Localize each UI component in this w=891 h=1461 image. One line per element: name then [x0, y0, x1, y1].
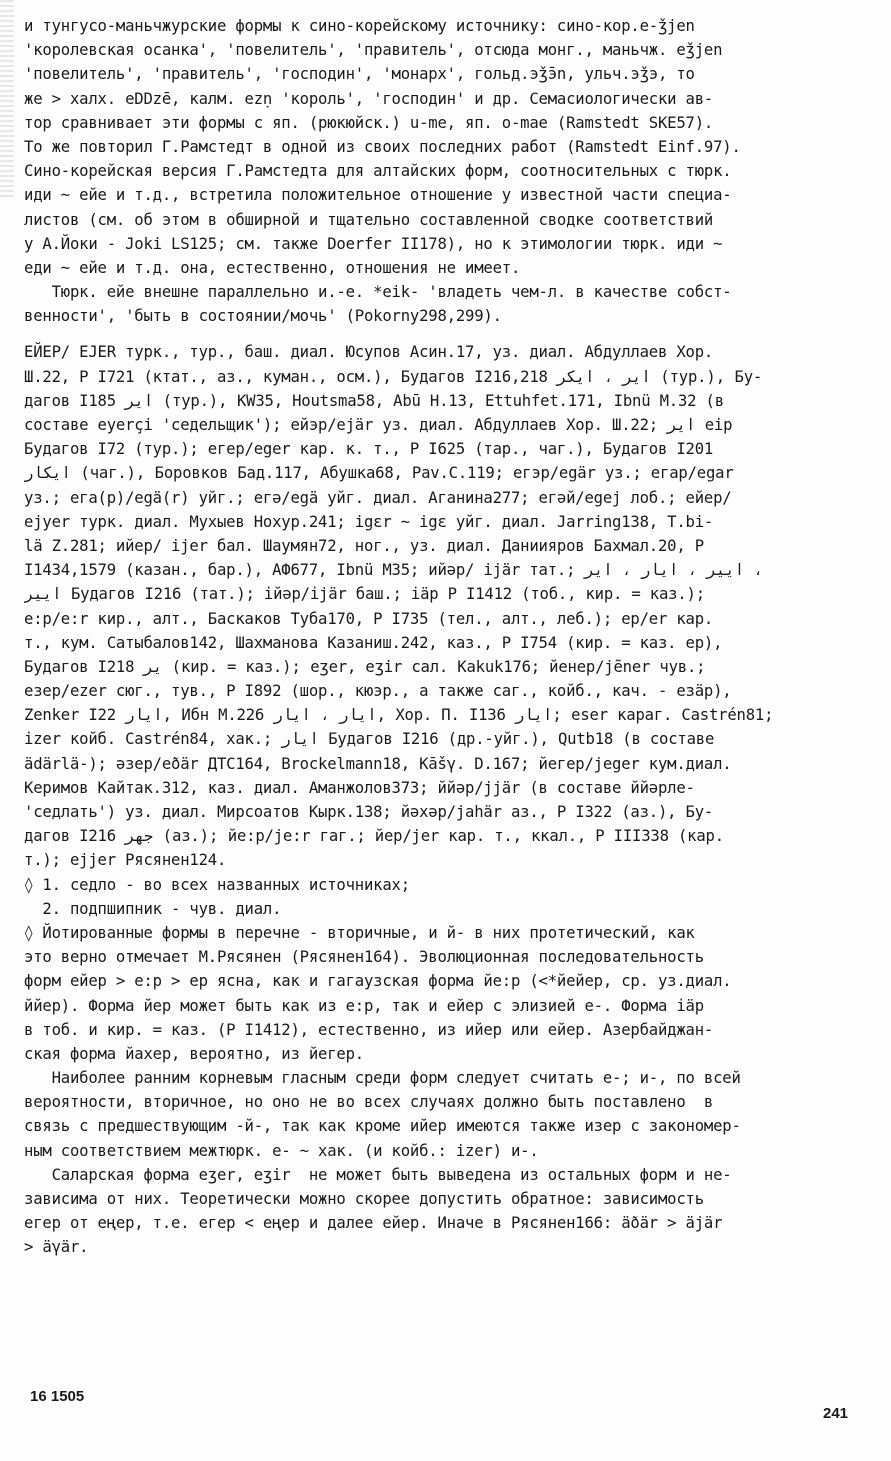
text-line: тор сравнивает эти формы с яп. (рюкюйск.) u-me, яп. o-mae (Ramstedt SKE57).	[24, 113, 714, 132]
text-line: езер/ezer сюг., тув., Р I892 (шор., кюэр., а также саг., койб., кач. - езäр),	[24, 682, 732, 701]
text-line: ЕЙЕР/ ЕJЕR турк., тур., баш. диал. Юсупов Асин.17, уз. диал. Абдуллаев Хор.	[24, 343, 714, 362]
scan-edge-artifact	[0, 0, 14, 200]
paragraph-4	[24, 921, 876, 1066]
text-line: ным соответствием межтюрк. е- ~ хак. (и койб.: izer) и-.	[24, 1141, 539, 1160]
text-line: lä Z.281; ийер/ ijer бал. Шаумян72, ног., уз. диал. Даниияров Бахмал.20, Р	[24, 536, 704, 555]
text-line: т., кум. Сатыбалов142, Шахманова Казаниш.242, каз., Р I754 (кир. = каз. ер),	[24, 633, 723, 652]
text-line: составе eyerçi 'седельщик'); ейэр/ejär уз. диал. Абдуллаев Хор. Ш.22; اير eip	[24, 416, 733, 434]
text-line: уз.; ега(р)/egä(r) уйг.; егә/egä уйг. диал. Аганина277; егәй/egej лоб.; ейер/	[24, 488, 732, 507]
text-line: связь с предшествующим -й-, так как кроме ийер имеются также изер с закономер-	[24, 1117, 741, 1136]
paragraph-1	[24, 14, 876, 280]
text-line: и тунгусо-маньчжурские формы к сино-корейскому источнику: сино-кор.е-ǯjen	[24, 17, 695, 35]
text-line: дагов I185 اير (тур.), KW35, Houtsma58, Abū H.13, Ettuhfet.171, Ibnü M.32 (в	[24, 391, 724, 410]
sense-item: ◊ 1. седло - во всех названных источниках;	[24, 875, 410, 894]
text-line: т.); ejjer Рясянен124.	[24, 851, 227, 870]
text-line: ejyer турк. диал. Мухыев Нохур.241; igɛr ~ igɛ уйг. диал. Jarring138, T.bi-	[24, 512, 714, 531]
text-line: 'королевская осанка', 'повелитель', 'правитель', отсюда монг., маньчж. eǯjen	[24, 41, 723, 60]
text-line: вероятности, вторичное, но оно не во всех случаях должно быть поставлено в	[24, 1093, 714, 1112]
paragraph-5	[24, 1066, 876, 1163]
text-line: Ш.22, Р I721 (ктат., аз., куман., осм.), Будагов I216,218 اير ، ايكر (тур.), Бу-	[24, 367, 763, 386]
text-line: > äγär.	[24, 1238, 89, 1257]
text-line: дагов I216 جهر (аз.); йе:р/je:r гаг.; йер/jer кар. т., ккал., Р III338 (кар.	[24, 827, 724, 846]
text-line: Будагов I72 (тур.); егер/eger кар. к. т., Р I625 (тар., чаг.), Будагов I201	[24, 440, 714, 459]
print-code: 16 1505	[30, 1388, 85, 1405]
text-line: еди ~ ейе и т.д. она, естественно, отношения не имеет.	[24, 258, 521, 277]
main-text	[24, 14, 876, 1260]
text-line: Саларская форма eʒer, eʒir не может быть выведена из остальных форм и не-	[24, 1165, 732, 1184]
text-line: ädärlä-); әзер/eðär ДТС164, Brockelmann18, Kāšγ. D.167; йегер/jeger кум.диал.	[24, 754, 732, 773]
text-line: Тюрк. ейе внешне параллельно и.-е. *eik- 'владеть чем-л. в качестве собст-	[24, 283, 732, 302]
text-line: Керимов Кайтак.312, каз. диал. Аманжолов373; ййәр/jjär (в составе ййәрле-	[24, 778, 695, 797]
text-line: Сино-корейская версия Г.Рамстедта для алтайских форм, соотносительных с тюрк.	[24, 162, 732, 181]
paragraph-6	[24, 1163, 876, 1260]
text-line: егер от еңер, т.е. егер < еңер и далее ейер. Иначе в Рясянен166: äðär > äjär	[24, 1214, 723, 1233]
text-line: Zenker I22 ايار, Ибн М.226 ايار ، ايار, Хор. П. I136 ايار; eser караг. Castrén81;	[24, 706, 774, 725]
text-line: зависима от них. Теоретически можно скорее допустить обратное: зависимость	[24, 1190, 704, 1208]
text-line: ◊ Йотированные формы в перечне - вторичные, и й- в них протетический, как	[24, 923, 695, 942]
text-line: 'повелитель', 'правитель', 'господин', 'монарх', гольд.эǯэ̄n, ульч.эǯэ, то	[24, 65, 695, 84]
text-line: Наиболее ранним корневым гласным среди форм следует считать е-; и-, по всей	[24, 1069, 741, 1088]
text-line: ская форма йахер, вероятно, из йегер.	[24, 1044, 364, 1063]
text-line: иди ~ ейе и т.д., встретила положительное отношение у известной части специа-	[24, 186, 732, 205]
text-line: Будагов I218 ير (кир. = каз.); eʒer, eʒir сал. Kakuk176; йенер/jẽner чув.;	[24, 657, 706, 676]
text-line: 'седлать') уз. диал. Мирсоатов Кырк.138; йәхәр/jahär аз., Р I322 (аз.), Бу-	[24, 803, 714, 821]
sense-item: 2. подпшипник - чув. диал.	[24, 899, 282, 918]
page-number: 241	[823, 1405, 849, 1422]
text-line: ايير Будагов I216 (тат.); ійәр/іjär баш.; іäр Р I1412 (тоб., кир. = каз.);	[24, 585, 705, 604]
text-line: ййер). Форма йер может быть как из е:р, так и ейер с элизией е-. Форма іäр	[24, 996, 704, 1015]
text-line: I1434,1579 (казан., бар.), АФ677, Ibnü M35; ийәр/ ijär тат.; ايير ، ايار ، اير ،	[24, 561, 763, 580]
text-line: же > халх. eDDzē, калм. ezṇ 'король', 'господин' и др. Семасиологически ав-	[24, 89, 714, 108]
text-line: у А.Йоки - Joki LS125; см. также Doerfer II178), но к этимологии тюрк. иди ~	[24, 234, 723, 253]
text-line: форм ейер > е:р > ер ясна, как и гагаузская форма йе:р (<*йейер, ср. уз.диал.	[24, 972, 732, 991]
text-line: листов (см. об этом в обширной и тщательно составленной сводке соответствий	[24, 210, 714, 229]
text-line: это верно отмечает М.Рясянен (Рясянен164). Эволюционная последовательность	[24, 948, 704, 967]
text-line: в тоб. и кир. = каз. (Р I1412), естественно, из ийер или ейер. Азербайджан-	[24, 1020, 714, 1039]
text-line: ايكار (чаг.), Боровков Бад.117, Абушка68, Pav.C.119; егэр/egär уз.; егар/egar	[24, 464, 734, 483]
paragraph-2	[24, 280, 876, 328]
text-line: То же повторил Г.Рамстедт в одной из своих последних работ (Ramstedt Einf.97).	[24, 137, 741, 156]
text-line: венности', 'быть в состоянии/мочь' (Pokorny298,299).	[24, 307, 502, 326]
text-line: е:р/e:r кир., алт., Баскаков Туба170, Р I735 (тел., алт., леб.); ер/er кар.	[24, 609, 714, 628]
senses-list	[24, 873, 876, 921]
dictionary-entry	[24, 340, 876, 872]
paragraph-gap	[24, 328, 876, 340]
text-line: іzer койб. Castrén84, хак.; ايار Будагов I216 (др.-уйг.), Qutb18 (в составе	[24, 730, 715, 749]
